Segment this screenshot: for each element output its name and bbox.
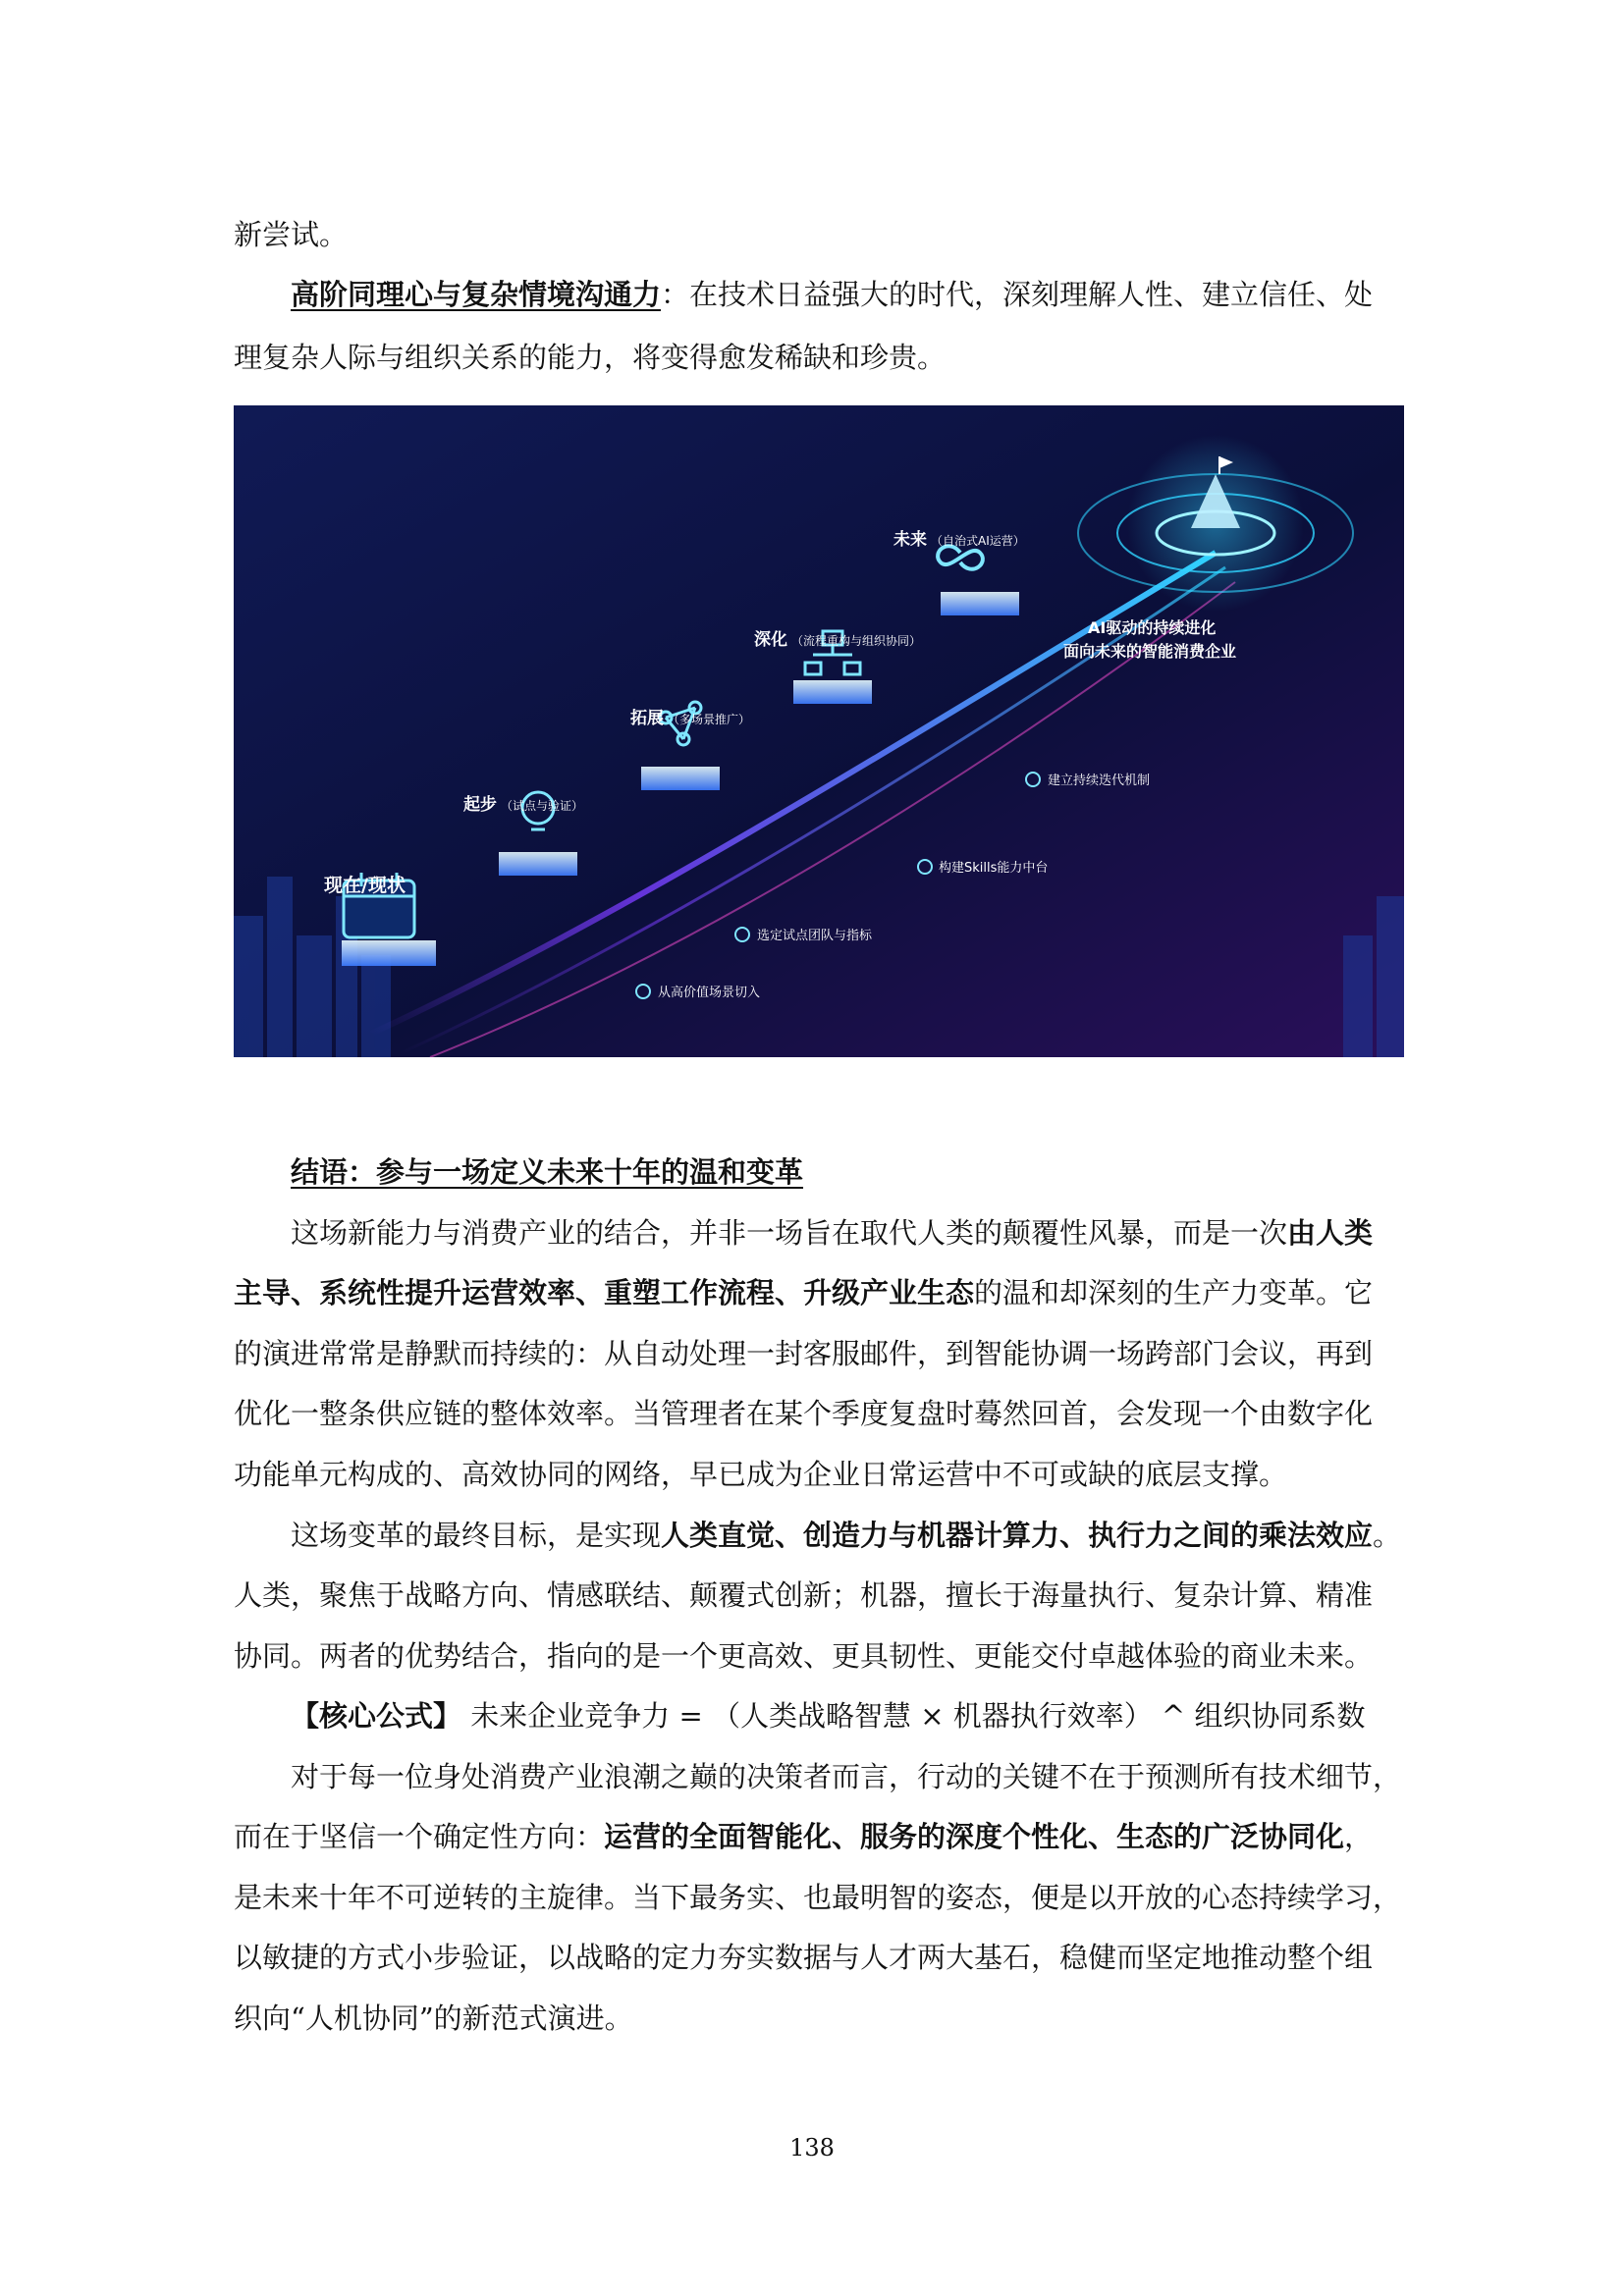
p2-text-c: 。 bbox=[1373, 1519, 1402, 1552]
p1-bold-a: 由人类 bbox=[1287, 1216, 1374, 1250]
p3-text-g: 织向“人机协同”的新范式演进。 bbox=[234, 2002, 633, 2035]
p2-text-a: 这场变革的最终目标，是实现 bbox=[291, 1519, 662, 1552]
step-label-future: 未来 bbox=[893, 530, 927, 550]
conclusion-p2-line-3 bbox=[234, 1629, 1404, 1682]
p2-bold: 人类直觉、创造力与机器计算力、执行力之间的乘法效应 bbox=[661, 1519, 1374, 1552]
conclusion-p3-line-1 bbox=[234, 1750, 1404, 1803]
action-label-4: 建立持续迭代机制 bbox=[1048, 774, 1151, 788]
conclusion-p2-line-2 bbox=[234, 1569, 1404, 1622]
step-label-expand: 拓展 bbox=[630, 709, 664, 728]
step-label-now: 现在/现状 bbox=[324, 875, 406, 896]
formula-text: 未来企业竞争力 = （人类战略智慧 × 机器执行效率） ^ 组织协同系数 bbox=[461, 1699, 1366, 1733]
intro-line-1-text: 新尝试。 bbox=[234, 218, 349, 251]
goal-line-1: AI驱动的持续进化 bbox=[1088, 618, 1217, 637]
goal-line-2: 面向未来的智能消费企业 bbox=[1063, 642, 1237, 661]
conclusion-p1-line-5 bbox=[234, 1448, 1404, 1501]
p1-text-d: 的演进常常是静默而持续的：从自动处理一封客服邮件，到智能协调一场跨部门会议，再到 bbox=[234, 1337, 1374, 1370]
action-label-3: 构建Skills能力中台 bbox=[939, 861, 1049, 876]
conclusion-p3-line-2 bbox=[234, 1810, 1404, 1863]
action-label-1: 从高价值场景切入 bbox=[658, 986, 761, 1000]
step-sub-deepen: （流程重构与组织协同） bbox=[791, 634, 922, 648]
action-label-2: 选定试点团队与指标 bbox=[757, 929, 873, 943]
step-sub-start: （试点与验证） bbox=[501, 799, 584, 813]
intro-line-2-text: 在技术日益强大的时代，深刻理解人性、建立信任、处 bbox=[689, 278, 1374, 311]
p1-text-f: 功能单元构成的、高效协同的网络，早已成为企业日常运营中不可或缺的底层支撑。 bbox=[234, 1458, 1288, 1491]
p3-text-e: 是未来十年不可逆转的主旋律。当下最务实、也最明智的姿态，便是以开放的心态持续学习， bbox=[234, 1881, 1402, 1914]
conclusion-p1-line-4 bbox=[234, 1387, 1404, 1440]
p1-text-e: 优化一整条供应链的整体效率。当管理者在某个季度复盘时蓦然回首，会发现一个由数字化 bbox=[234, 1397, 1374, 1430]
conclusion-p3-line-4 bbox=[234, 1931, 1404, 1984]
page-number: 138 bbox=[789, 2134, 835, 2162]
p3-text-d: ， bbox=[1344, 1820, 1374, 1853]
heading-colon: ： bbox=[661, 278, 690, 311]
conclusion-p1-line-1 bbox=[234, 1206, 1404, 1259]
p3-text-b: 而在于坚信一个确定性方向： bbox=[234, 1820, 605, 1853]
conclusion-p3-line-3 bbox=[234, 1871, 1404, 1924]
step-sub-future: （自治式AI运营） bbox=[931, 534, 1025, 548]
conclusion-heading-line bbox=[234, 1146, 1404, 1199]
roadmap-illustration bbox=[234, 405, 1404, 1057]
step-label-deepen: 深化 bbox=[754, 630, 787, 650]
step-sub-expand: （多场景推广） bbox=[668, 713, 751, 726]
intro-line-1 bbox=[234, 208, 1404, 261]
conclusion-p2-line-1 bbox=[234, 1509, 1404, 1562]
p2-text-d: 人类，聚焦于战略方向、情感联结、颠覆式创新；机器，擅长于海量执行、复杂计算、精准 bbox=[234, 1578, 1374, 1612]
section-heading-empathy: 高阶同理心与复杂情境沟通力 bbox=[291, 278, 662, 311]
p2-text-e: 协同。两者的优势结合，指向的是一个更高效、更具韧性、更能交付卓越体验的商业未来。 bbox=[234, 1639, 1374, 1673]
p1-text-a: 这场新能力与消费产业的结合，并非一场旨在取代人类的颠覆性风暴，而是一次 bbox=[291, 1216, 1288, 1250]
p1-text-c: 的温和却深刻的生产力变革。它 bbox=[974, 1276, 1374, 1309]
p3-text-f: 以敏捷的方式小步验证，以战略的定力夯实数据与人才两大基石，稳健而坚定地推动整个组 bbox=[234, 1941, 1374, 1974]
step-label-start: 起步 bbox=[463, 795, 497, 815]
p1-bold-b: 主导、系统性提升运营效率、重塑工作流程、升级产业生态 bbox=[234, 1276, 975, 1309]
conclusion-p1-line-3 bbox=[234, 1327, 1404, 1380]
intro-line-2 bbox=[234, 268, 1404, 321]
roadmap-figure bbox=[234, 405, 1404, 1057]
conclusion-p1-line-2 bbox=[234, 1266, 1404, 1319]
intro-line-3-text: 理复杂人际与组织关系的能力，将变得愈发稀缺和珍贵。 bbox=[234, 341, 947, 374]
core-formula-line bbox=[234, 1689, 1404, 1742]
p3-bold: 运营的全面智能化、服务的深度个性化、生态的广泛协同化 bbox=[604, 1820, 1345, 1853]
conclusion-heading: 结语：参与一场定义未来十年的温和变革 bbox=[291, 1155, 804, 1189]
p3-text-a: 对于每一位身处消费产业浪潮之巅的决策者而言，行动的关键不在于预测所有技术细节， bbox=[291, 1760, 1402, 1793]
conclusion-p3-line-5 bbox=[234, 1992, 1404, 2045]
formula-label: 【核心公式】 bbox=[291, 1699, 462, 1733]
intro-line-3 bbox=[234, 331, 1404, 384]
